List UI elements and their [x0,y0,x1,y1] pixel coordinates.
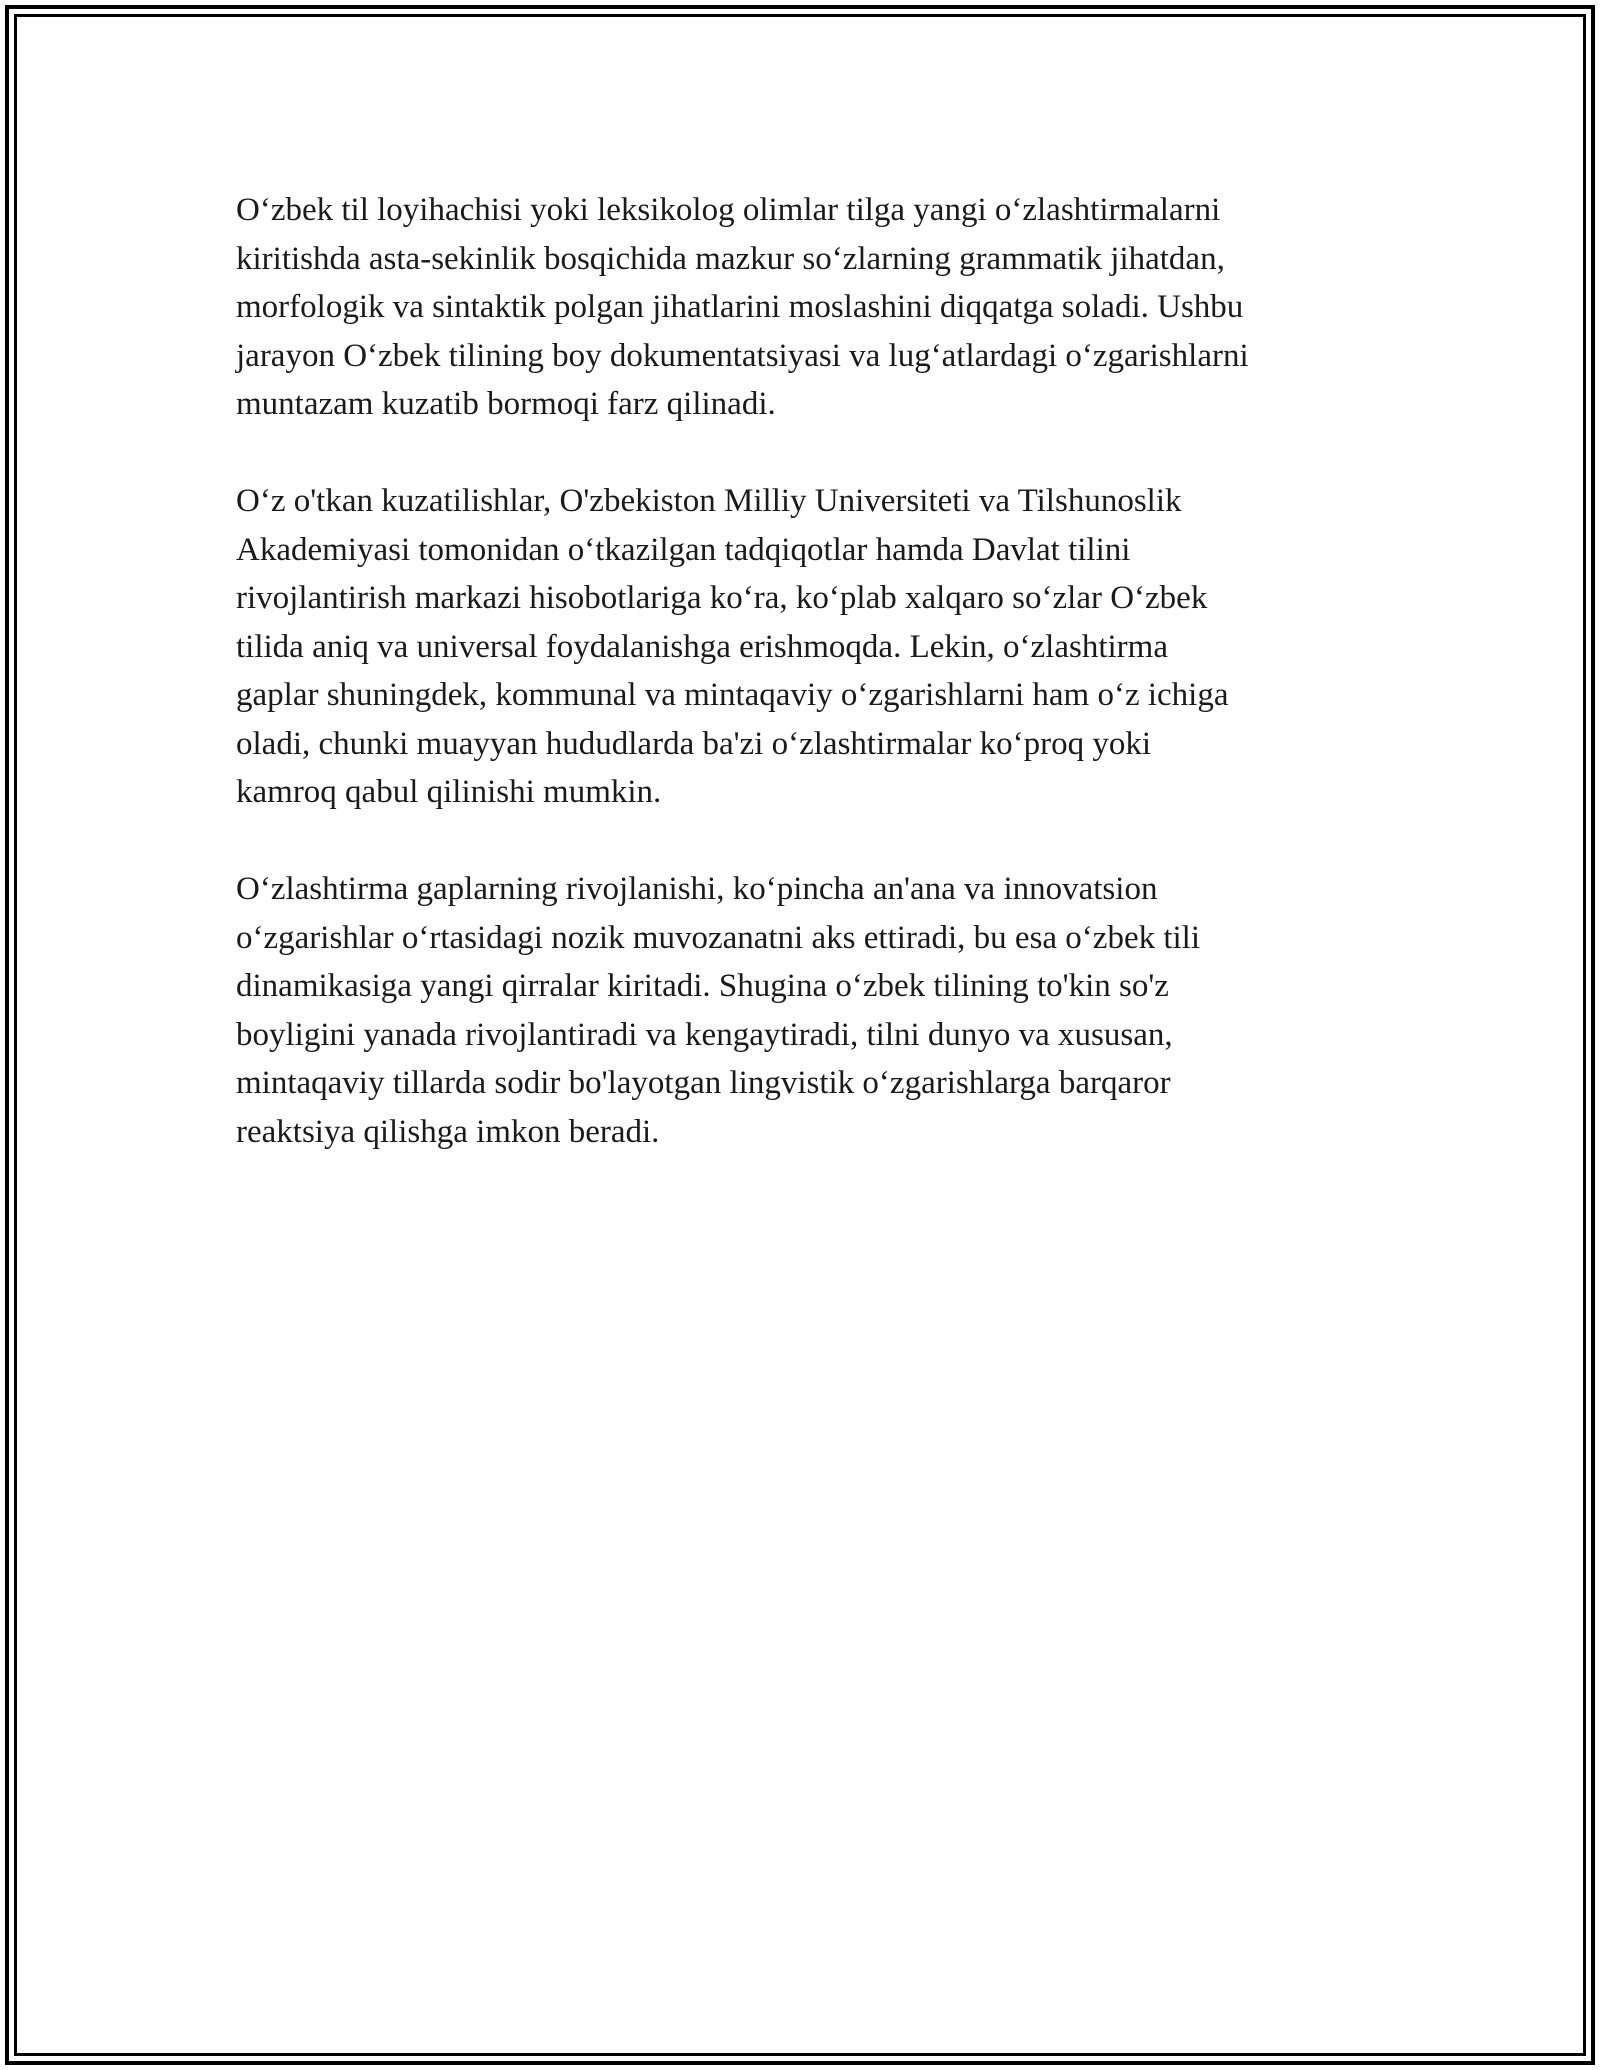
paragraph-3: O‘zlashtirma gaplarning rivojlanishi, ko‘pincha an'ana va innovatsion o‘zgarishlar o‘rtasidagi nozik muvozanatni aks ettiradi, bu esa o‘zbek tili dinamikasiga yangi qirralar kiritadi. Shugina o‘zbek tilining to'kin so'z boyligini yanada rivojlantiradi va kengaytiradi, tilni dunyo va xususan, mintaqaviy tillarda sodir bo'layotgan lingvistik o‘zgarishlarga barqaror reaktsiya qilishga imkon beradi. [236,871,1201,1150]
paragraph-1: O‘zbek til loyihachisi yoki leksikolog olimlar tilga yangi o‘zlashtirmalarni kiritishda asta-sekinlik bosqichida mazkur so‘zlarning grammatik jihatdan, morfologik va sintaktik polgan jihatlarini moslashini diqqatga soladi. Ushbu jarayon O‘zbek tilining boy dokumentatsiyasi va lug‘atlardagi o‘zgarishlarni muntazam kuzatib bormoqi farz qilinadi. [236,192,1249,422]
document-body [236,186,1386,1205]
paragraph-2: O‘z o'tkan kuzatilishlar, O'zbekiston Milliy Universiteti va Tilshunoslik Akademiyasi tomonidan o‘tkazilgan tadqiqotlar hamda Davlat tilini rivojlantirish markazi hisobotlariga ko‘ra, ko‘plab xalqaro so‘zlar O‘zbek tilida aniq va universal foydalanishga erishmoqda. Lekin, o‘zlashtirma gaplar shuningdek, kommunal va mintaqaviy o‘zgarishlarni ham o‘z ichiga oladi, chunki muayyan hududlarda ba'zi o‘zlashtirmalar ko‘proq yoki kamroq qabul qilinishi mumkin. [236,483,1229,810]
